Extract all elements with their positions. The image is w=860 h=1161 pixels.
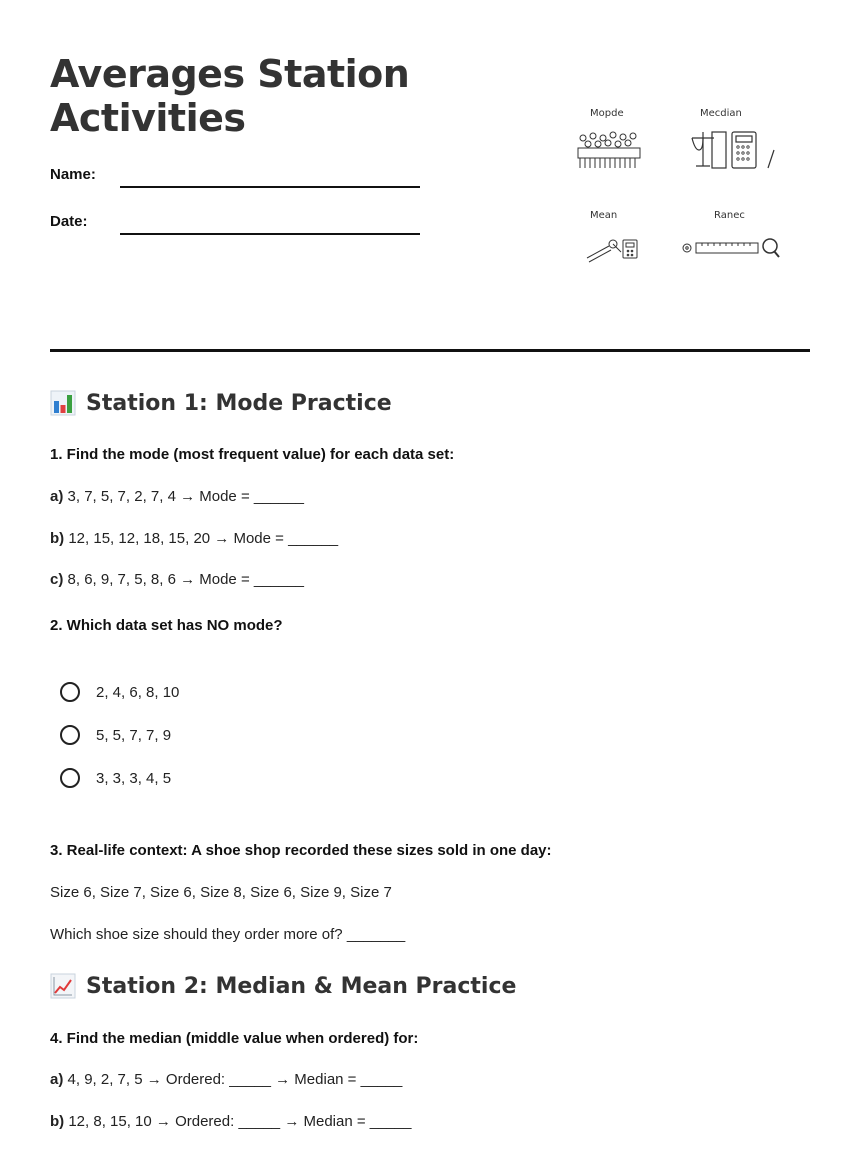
q4-item-a: a) 4, 9, 2, 7, 5 → Ordered: _____ → Median = _____ [50,1071,403,1088]
q3-data: Size 6, Size 7, Size 6, Size 8, Size 6, Size 9, Size 7 [50,884,392,901]
name-field[interactable] [120,186,420,188]
q3-question: Which shoe size should they order more of? _______ [50,926,406,943]
date-field[interactable] [120,233,420,235]
question-3: 3. Real-life context: A shoe shop recorded these sizes sold in one day: [50,842,552,859]
q2-option-2[interactable]: 5, 5, 7, 7, 9 [60,725,171,745]
date-label: Date: [50,213,88,230]
q2-option-3[interactable]: 3, 3, 3, 4, 5 [60,768,171,788]
illustration-label-median: Mecdian [700,108,742,119]
ruler-magnifier-icon [680,234,784,260]
scale-calculator-icon [688,128,778,172]
q2-option-1[interactable]: 2, 4, 6, 8, 10 [60,682,179,702]
illustration-label-mean: Mean [590,210,618,221]
name-label: Name: [50,166,96,183]
bar-chart-icon [50,390,76,416]
section-divider [50,349,810,352]
question-4: 4. Find the median (middle value when ordered) for: [50,1030,419,1047]
q1-item-c: c) 8, 6, 9, 7, 5, 8, 6 → Mode = ______ [50,571,304,588]
station1-heading: Station 1: Mode Practice [50,390,392,416]
illustration-label-range: Ranec [714,210,745,221]
q1-item-a: a) 3, 7, 5, 7, 2, 7, 4 → Mode = ______ [50,488,304,505]
station2-heading: Station 2: Median & Mean Practice [50,973,516,999]
radio-button[interactable] [60,682,80,702]
illustration-label-mode: Mopde [590,108,624,119]
q1-item-b: b) 12, 15, 12, 18, 15, 20 → Mode = ______ [50,530,339,547]
page-title: Averages Station Activities [50,52,410,140]
question-1: 1. Find the mode (most frequent value) for each data set: [50,446,455,463]
radio-button[interactable] [60,725,80,745]
tools-calculator-icon [583,234,643,264]
line-chart-icon [50,973,76,999]
crowd-icon [575,128,643,172]
radio-button[interactable] [60,768,80,788]
question-2: 2. Which data set has NO mode? [50,617,283,634]
q4-item-b: b) 12, 8, 15, 10 → Ordered: _____ → Median = _____ [50,1113,412,1130]
